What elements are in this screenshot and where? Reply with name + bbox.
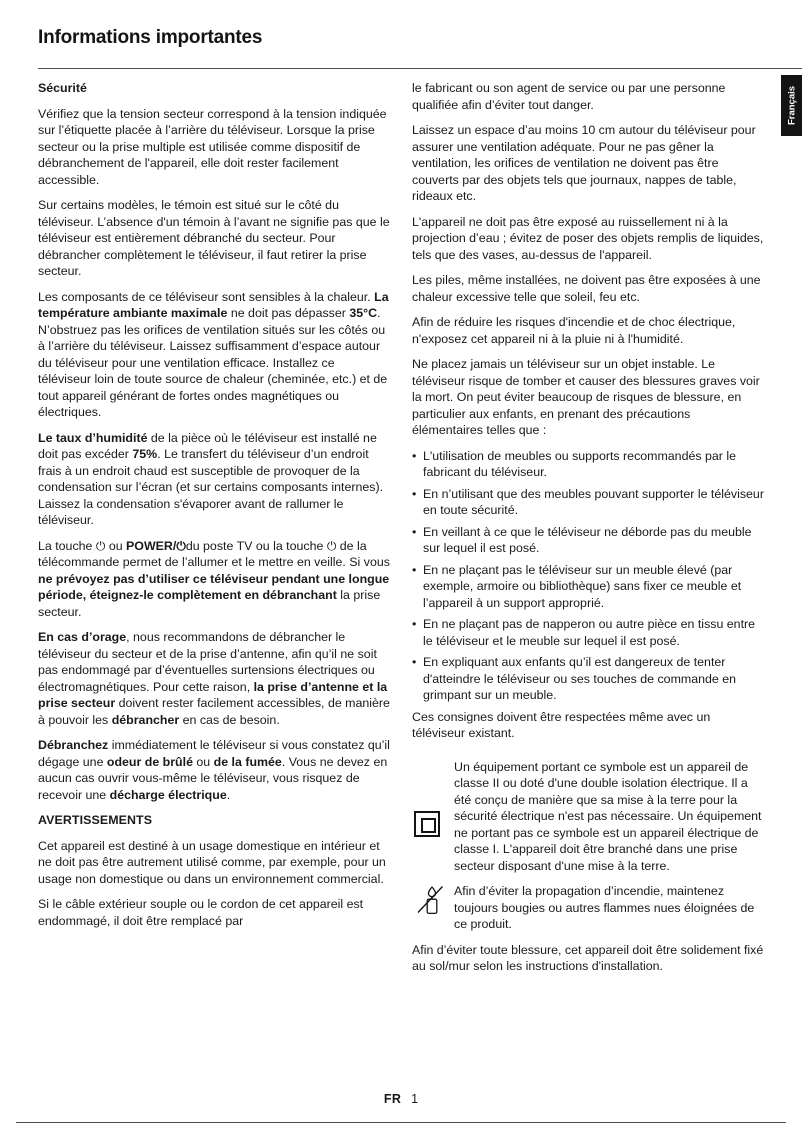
list-item [412, 616, 764, 649]
paragraph-indicator: Sur certains modèles, le témoin est situé sur le côté du téléviseur. L’absence d'un témoin à l’avant ne signifie pas que le téléviseur est entièrement débranché du secteur. Pour débrancher complètement le téléviseur, il faut retirer la prise secteur. [38, 198, 390, 278]
footer-language-code: FR [383, 1092, 402, 1106]
bullet-marker-icon: • [412, 524, 417, 539]
paragraph-domestic-use: Cet appareil est destiné à un usage domestique en intérieur et ne doit pas être autrement utilisé comme, par exemple, pour un usage non domestique ou dans un environnement commercial. [38, 838, 386, 886]
heading-securite: Sécurité [38, 81, 87, 95]
list-item [412, 562, 764, 612]
paragraph-fire-shock: Afin de réduire les risques d'incendie et de choc électrique, n'exposez cet appareil ni à la pluie ni à l'humidité. [412, 315, 736, 346]
paragraph-unplug-smoke: Débranchez immédiatement le téléviseur si vous constatez qu’il dégage une odeur de brûlé ou de la fumée. Vous ne devez en aucun cas ouvrir vous-même le téléviseur, vous risquez de recevoir une décharge électrique. [38, 738, 390, 802]
page-title: Informations importantes [38, 27, 263, 48]
bold-antenna-mains-socket: la prise d’antenne et la prise secteur [38, 679, 388, 711]
list-item-label: En n’utilisant que des meubles pouvant supporter le téléviseur en toute sécurité. [423, 486, 764, 517]
symbol-no-flame-text: Afin d’éviter la propagation d’incendie, maintenez toujours bougies ou autres flammes nues éloignées de ce produit. [454, 884, 755, 931]
paragraph-damaged-cable: Si le câble extérieur souple ou le cordon de cet appareil est endommagé, il doit être remplacé par [38, 897, 364, 928]
bullet-marker-icon: • [412, 448, 417, 463]
symbol-block-class-ii [412, 759, 764, 875]
spacer [412, 751, 764, 759]
right-column [412, 80, 764, 984]
paragraph-voltage: Vérifiez que la tension secteur correspond à la tension indiquée sur l’étiquette placée à l’arrière du téléviseur. Lorsque la prise secteur ou la prise multiple est utilisée comme dispositif de débranchement de l'appareil, elle doit rester facilement accessible. [38, 106, 387, 187]
paragraph-batteries: Les piles, même installées, ne doivent pas être exposées à une chaleur excessive telle que soleil, feu etc. [412, 273, 761, 304]
list-item-label: En expliquant aux enfants qu’il est dangereux de tenter d'atteindre le téléviseur ou ses touches de commande en grimpant sur un meuble. [423, 655, 737, 702]
footer-page-number: 1 [411, 1092, 419, 1106]
bold-electric-shock: décharge électrique [109, 787, 227, 802]
no-open-flame-icon [414, 884, 446, 923]
paragraph-unstable-surface: Ne placez jamais un téléviseur sur un objet instable. Le téléviseur risque de tomber et causer des blessures graves voir la mort. On peut éviter beaucoup de risques de blessure, en particulier aux enfants, en prenant des précautions élémentaires telles que : [412, 357, 760, 437]
bullet-marker-icon: • [412, 562, 417, 577]
power-icon: ⏻ [95, 538, 106, 553]
bold-smoke: de la fumée [213, 754, 282, 769]
paragraph-manufacturer: le fabricant ou son agent de service ou par une personne qualifiée afin d’éviter tout danger. [412, 81, 726, 112]
paragraph-water: L'appareil ne doit pas être exposé au ruissellement ni à la projection d’eau ; évitez de poser des objets remplis de liquides, tels que des vases, au-dessus de l'appareil. [412, 214, 764, 262]
list-item [412, 486, 764, 519]
list-item-label: En ne plaçant pas de napperon ou autre pièce en tissu entre le téléviseur et le meuble sur lequel il est posé. [423, 617, 756, 648]
paragraph-heat: Les composants de ce téléviseur sont sensibles à la chaleur. La température ambiante maximale ne doit pas dépasser 35°C. N’obstruez pas les orifices de ventilation situés sur les côtés ou à l’arrière du téléviseur. Laissez suffisamment d’espace autour du téléviseur pour une ventilation efficace. Installez ce téléviseur loin de toute source de chaleur (cheminée, etc.) et de tout appareil générant de fortes ondes magnétiques ou électriques. [38, 289, 389, 419]
power-icon: ⏻ [176, 538, 186, 553]
header-divider [38, 68, 802, 69]
list-item-label: En veillant à ce que le téléviseur ne déborde pas du meuble sur lequel il est posé. [423, 524, 752, 555]
power-icon: ⏻ [326, 538, 337, 553]
bold-max-ambient-temp: La température ambiante maximale [38, 289, 389, 320]
double-insulation-class-ii-icon [414, 811, 440, 837]
left-column [38, 80, 390, 984]
symbol-block-no-open-flame [412, 883, 764, 933]
bold-burning-smell: odeur de brûlé [106, 754, 193, 769]
bold-unplug-completely: éteignez-le complètement en débranchant [89, 588, 337, 603]
paragraph-storm: En cas d’orage, nous recommandons de débrancher le téléviseur du secteur et de la prise d’antenne, afin qu’il ne soit pas endommagé par d’éventuelles surtensions électriques ou électromagnétiques. Pour cette raison, la prise d’antenne et la prise secteur doivent rester facilement accessibles, de manière à pouvoir les débrancher en cas de besoin. [38, 630, 390, 727]
language-tab [781, 75, 802, 136]
paragraph-ventilation: Laissez un espace d’au moins 10 cm autour du téléviseur pour assurer une ventilation adéquate. Pour ne pas gêner la ventilation, les orifices de ventilation ne doivent pas être couverts par des objets tels que journaux, nappes de table, rideaux etc. [412, 123, 756, 203]
bold-humidity-rate: Le taux d’humidité [38, 430, 148, 445]
bold-temp-value: 35°C [349, 306, 378, 320]
list-item [412, 524, 764, 557]
paragraph-existing-tv: Ces consignes doivent être respectées même avec un téléviseur existant. [412, 709, 711, 740]
bullet-marker-icon: • [412, 617, 417, 631]
bullet-marker-icon: • [412, 486, 417, 501]
language-tab-label: Français [786, 85, 797, 125]
paragraph-power-button: La touche ⏻ ou POWER/⏻du poste TV ou la touche ⏻ de la télécommande permet de l’allumer et le mettre en veille. Si vous ne prévoyez pas d’utiliser ce téléviseur pendant une longue période, éteignez-le complètement en débranchant la prise secteur. [38, 538, 390, 619]
bold-unplug-imperative: Débranchez [38, 738, 109, 753]
body-columns [38, 80, 778, 984]
page-footer [0, 1092, 802, 1106]
paragraph-humidity: Le taux d’humidité de la pièce où le téléviseur est installé ne doit pas excéder 75%. Le transfert du téléviseur d’un endroit frais à un endroit chaud est susceptible de provoquer de la condensation sur l’écran (et sur certains composants internes). Laissez la condensation s'évaporer avant de rallumer le téléviseur. [38, 430, 384, 527]
list-item-label: L'utilisation de meubles ou supports recommandés par le fabricant du téléviseur. [423, 448, 736, 479]
bold-long-period: ne prévoyez pas d’utiliser ce téléviseur pendant une longue période, [38, 571, 390, 603]
heading-avertissements: AVERTISSEMENTS [38, 813, 153, 828]
list-item [412, 448, 764, 481]
precaution-bullet-list [412, 448, 764, 704]
bold-power-label: POWER/ [126, 538, 177, 553]
list-item-label: En ne plaçant pas le téléviseur sur un meuble élevé (par exemple, armoire ou bibliothèque) sans fixer ce meuble et l’appareil à un support approprié. [423, 562, 742, 610]
bold-unplug: débrancher [111, 712, 180, 727]
symbol-class-ii-text: Un équipement portant ce symbole est un appareil de classe II ou doté d'une double isolation électrique. Il a été conçu de manière que sa mise à la terre pour la sécurité électrique n'est pas nécessaire. Un équipement ne portant pas ce symbole est un appareil électrique de classe I. L'appareil doit être branché dans une prise secteur disposant d'une mise à la terre. [454, 759, 762, 873]
list-item [412, 654, 764, 704]
footer-divider [16, 1122, 786, 1123]
bold-in-case-of-storm: En cas d’orage [38, 630, 127, 645]
page-header [38, 28, 764, 49]
bullet-marker-icon: • [412, 655, 417, 669]
bold-humidity-value: 75% [132, 447, 158, 461]
paragraph-wall-mount: Afin d’éviter toute blessure, cet appareil doit être solidement fixé au sol/mur selon les instructions d'installation. [412, 942, 764, 973]
